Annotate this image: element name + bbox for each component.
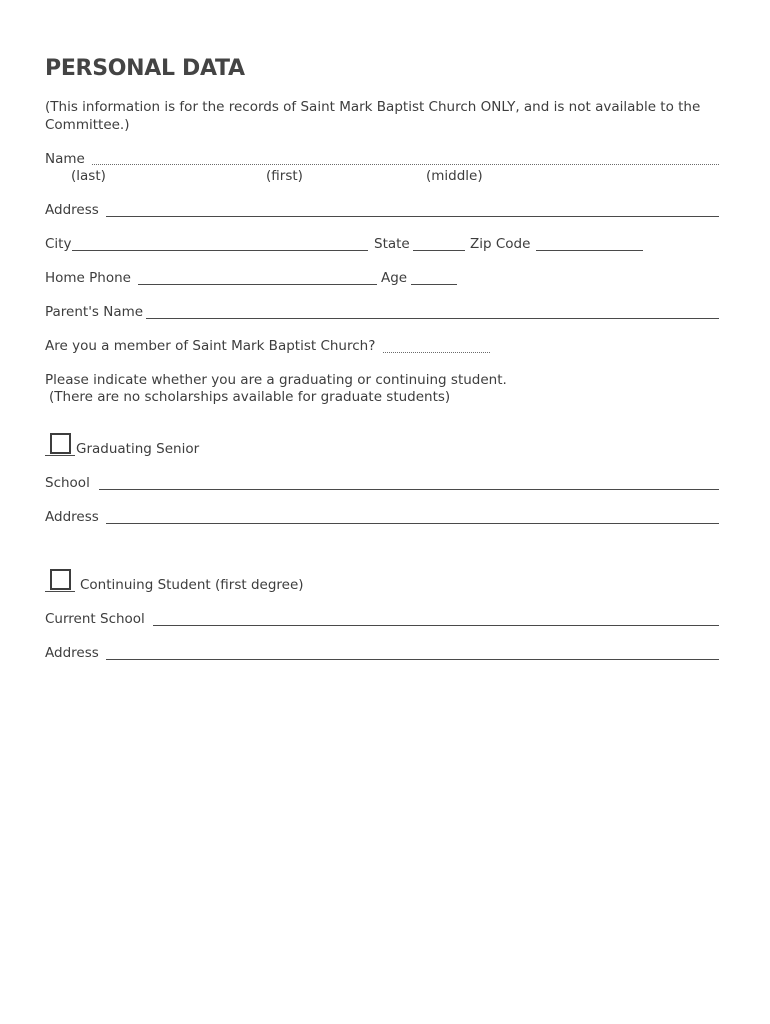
continuing-address-field[interactable] [106,659,719,660]
address-field[interactable] [106,216,719,217]
graduating-senior-checkbox[interactable] [50,433,71,454]
age-field[interactable] [411,284,457,285]
indicate-text-line-2: (There are no scholarships available for graduate students) [49,389,451,405]
current-school-field[interactable] [153,625,719,626]
continuing-address-label: Address [45,645,99,661]
intro-text-line-1: (This information is for the records of Saint Mark Baptist Church ONLY, and is not available to the [45,99,701,115]
age-label: Age [381,270,408,286]
state-label: State [374,236,410,252]
parents-name-label: Parent's Name [45,304,144,320]
page-title: PERSONAL DATA [45,56,245,81]
name-label: Name [45,151,85,167]
continuing-student-underline [45,591,75,592]
member-answer-field[interactable] [383,352,490,353]
graduating-senior-label: Graduating Senior [76,441,200,457]
name-sublabel-last: (last) [71,168,106,184]
graduating-school-field[interactable] [99,489,719,490]
name-sublabel-middle: (middle) [426,168,483,184]
member-question-label: Are you a member of Saint Mark Baptist Church? [45,338,376,354]
name-field[interactable] [92,164,719,165]
graduating-senior-underline [45,455,75,456]
zip-code-field[interactable] [536,250,643,251]
name-sublabel-first: (first) [266,168,303,184]
graduating-school-label: School [45,475,90,491]
city-field[interactable] [72,250,368,251]
home-phone-field[interactable] [138,284,377,285]
graduating-address-field[interactable] [106,523,719,524]
indicate-text-line-1: Please indicate whether you are a graduating or continuing student. [45,372,507,388]
home-phone-label: Home Phone [45,270,131,286]
graduating-address-label: Address [45,509,99,525]
intro-text-line-2: Committee.) [45,117,130,133]
continuing-student-label: Continuing Student (first degree) [80,577,304,593]
parents-name-field[interactable] [146,318,719,319]
zip-code-label: Zip Code [470,236,531,252]
city-label: City [45,236,72,252]
continuing-student-checkbox[interactable] [50,569,71,590]
address-label: Address [45,202,99,218]
current-school-label: Current School [45,611,145,627]
state-field[interactable] [413,250,465,251]
